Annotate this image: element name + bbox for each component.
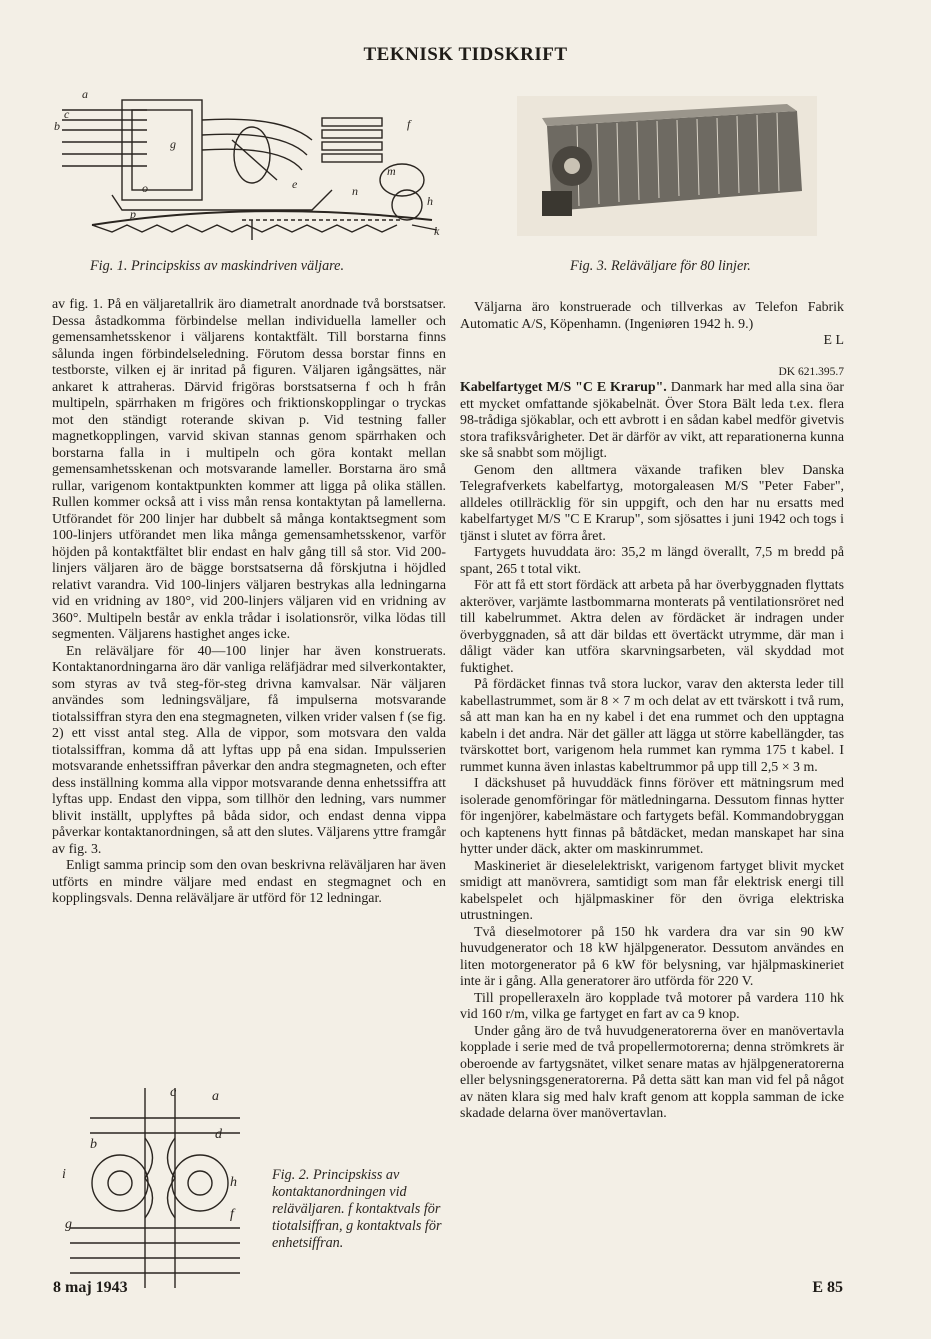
svg-text:o: o	[142, 181, 148, 195]
svg-text:g: g	[65, 1217, 72, 1232]
svg-text:p: p	[130, 207, 136, 221]
svg-text:e: e	[292, 177, 298, 191]
fig1-caption: Fig. 1. Principskiss av maskindriven väljare.	[90, 258, 345, 274]
svg-text:h: h	[230, 1175, 237, 1190]
svg-text:c: c	[170, 1085, 177, 1100]
signature: E L	[823, 333, 844, 348]
right-intro: Väljarna äro konstruerade och tillverkas av Telefon Fabrik Automatic A/S, Köpenhamn. (Ingeniøren 1942 h. 9.)	[460, 300, 844, 332]
left-paragraph-1: av fig. 1. På en väljaretallrik äro diametralt anordnade två borstsatser. Dessa åstadkomma förbindelse mellan individuella lameller och gemensamhetsskenor i väljarens kontaktfält. Till borstarna finns sålunda ingen förbindelseledning. Förutom dessa borstar finns en testborste, vilken ej är inritad på figuren. Väljaren igångsättes, när ankaret k attraheras. Därvid frigöras borstsatserna f och h från multipeln, spärrhaken m frigöres och friktionskopplingar o tryckas mot den ständigt roterande skivan p. Vid testning faller magnetkopplingen, varvid skivan stannas genom spärrhaken och borstarna falla in i multipeln och göra kontakt mellan gemensamhetsskenan och motsvarande lameller. Borstarna äro små rullar, varigenom kontaktpunkten kommer att ligga på olika ställen. Rullen kommer också att i viss mån rensa kontaktytan på lamellerna. Utförandet för 200 linjer har dubbelt så många kontaktsegment som 100-linjers utförandet men lika många gemensamhetsskenor, varför höjden på kontaktfältet blir endast en halv gång till så stor. Vid 200-linjers väljaren äro de bägge borstsatserna då förskjutna i höjdled relativt varandra. Vid 100-linjers väljaren bestrykas alla ledningarna vid en vridning av 180°, vid 200-linjers väljaren vid en vridning av 360°. Multipeln består av enkla trådar i isolationsrör, vilka lödas till segmenten. Väljarens hastighet anges icke.	[52, 297, 446, 642]
right-paragraph-5: På fördäcket finnas två stora luckor, varav den aktersta leder till kabellastrummet, som är 8 × 7 m och delat av ett tvärskott i två rum, så att man kan ha en ny kabel i det ena rummet och den upptagna kabeln i det andra. När det gäller att lägga ut större kabellängder, tas tvärskottet bort, varigenom hela rummet kan rymma 175 t kabel. I rummet kunna även inlastas kabeltrummor på upp till 2,5 × 3 m.	[460, 677, 844, 775]
dk-code: DK 621.395.7	[778, 365, 844, 378]
svg-text:h: h	[427, 194, 433, 208]
svg-text:f: f	[230, 1207, 234, 1222]
svg-text:d: d	[215, 1127, 222, 1142]
svg-text:i: i	[62, 1167, 66, 1182]
fig1-drawing	[52, 80, 448, 250]
page-number: E 85	[812, 1279, 843, 1296]
right-paragraph-1: Danmark har med alla sina öar ett mycket omfattande sjökabelnät. Över Stora Bält leda t.ex. flera 98-trådiga sjökablar, och ett avbrott i en sådan kabel medför givetvis stora trafiksvårigheter. Det är därför av vikt, att reparationerna kunna ske så snabbt som möjligt.	[460, 380, 844, 461]
right-paragraph-6: I däckshuset på huvuddäck finns föröver ett mätningsrum med isolerade genomföringar för mätledningarna. Dessutom finnas hytter för ingenjörer, kabelmästare och fartygets befäl. Kommandobryggan och kaptenens hytt finnas på båtdäcket, medan manskapet har sina hytter under däck, akter om maskinrummet.	[460, 776, 844, 857]
right-paragraph-10: Under gång äro de två huvudgeneratorerna över en manövertavla kopplade i serie med de två propellermotorerna; denna strömkrets är oberoende av fartygsnätet, vilket senare matas av hjälpgeneratorerna eller belysningsgeneratorerna. På detta sätt kan man vid fel på något av näten klara sig med halv kraft genom att koppla samman de icke skadade delarna över manövertavlan.	[460, 1023, 844, 1121]
journal-title: TEKNISK TIDSKRIFT	[363, 44, 568, 65]
fig2-caption: Fig. 2. Principskiss av kontaktanordningen vid reläväljaren. f kontaktvals för tiotalsiffran, g kontaktvals för enhetsiffran.	[272, 1167, 442, 1251]
footer-date: 8 maj 1943	[53, 1279, 128, 1296]
left-paragraph-2: En reläväljare för 40—100 linjer har även konstruerats. Kontaktanordningarna äro där vanliga reläfjädrar med silverkontakter, som styras av två steg-för-steg drivna kamvalsar. När väljaren användes som ledningsväljare, få impulserna motsvarande tiotalssiffran styra den ena stegmagneten, vilken vrider valsen f (se fig. 2) ett visst antal steg. Alla de vippor, som motsvara den valda tiotalssiffran, komma då att lyftas upp på ena sidan. Impulsserien motsvarande enhetssiffran påverkar den andra stegmagneten, och efter dess inställning komma alla vippor motsvarande denna enhetssiffra att lyftas upp. Endast den vippa, som tillhör den ledning, vars nummer blivit inställt, upplyftes på båda sidor, och endast denna vippa påverkar kontaktanordningen, så att den slutes. Väljarens yttre framgår av fig. 3.	[52, 643, 446, 857]
svg-text:b: b	[54, 119, 60, 133]
fig3-caption: Fig. 3. Reläväljare för 80 linjer.	[570, 258, 751, 274]
fig3-photo	[517, 96, 817, 236]
svg-text:n: n	[352, 184, 358, 198]
article-title: Kabelfartyget M/S "C E Krarup".	[460, 380, 667, 395]
svg-text:b: b	[90, 1137, 97, 1152]
fig2-drawing	[50, 1078, 250, 1293]
svg-text:c: c	[64, 107, 70, 121]
svg-text:a: a	[212, 1089, 219, 1104]
svg-text:f: f	[407, 117, 411, 131]
svg-text:m: m	[387, 164, 396, 178]
left-paragraph-3: Enligt samma princip som den ovan beskrivna reläväljaren har även utförts en mindre väljare med endast en stegmagnet och en kopplingsvals. Denna reläväljare är utförd för 12 ledningar.	[52, 858, 446, 906]
left-column	[52, 297, 446, 908]
right-paragraph-4: För att få ett stort fördäck att arbeta på har överbyggnaden flyttats akteröver, varjämte lastbommarna monterats på ventilationsröret ned till kabelrummet. Aktra delen av fördäcket är indragen under överbyggnaden, så att där bildas ett övertäckt utrymme, där man i dåligt väder kan utföra skarvningsarbeten, väl skyddad mot fuktighet.	[460, 578, 844, 676]
right-paragraph-3: Fartygets huvuddata äro: 35,2 m längd överallt, 7,5 m bredd på spant, 265 t total vikt.	[460, 545, 844, 577]
right-paragraph-9: Till propelleraxeln äro kopplade två motorer på vardera 110 hk vid 160 r/m, vilka ge fartyget en fart av ca 9 knop.	[460, 990, 844, 1022]
right-paragraph-7: Maskineriet är dieselelektriskt, varigenom fartyget blivit mycket smidigt att manövrera, samtidigt som man får elektrisk energi till kabelspelet och hjälpmaskiner för den övriga elektriska utrustningen.	[460, 858, 844, 923]
right-paragraph-8: Två dieselmotorer på 150 hk vardera dra var sin 90 kW huvudgenerator och 18 kW hjälpgenerator. Dessutom användes en liten motorgenerator på 6 kW för belysning, var hjälpmaskineriet inte är i gång. Alla generatorer äro utförda för 220 V.	[460, 924, 844, 989]
svg-text:k: k	[434, 224, 440, 238]
right-column	[460, 300, 844, 1123]
svg-text:g: g	[170, 137, 176, 151]
right-paragraph-2: Genom den alltmera växande trafiken blev Danska Telegrafverkets kabelfartyg, motorgaleasen M/S "Peter Faber", alldeles otillräcklig för sin uppgift, och den har nu ersatts med kabelfartyget M/S "C E Krarup", som sjösattes i juni 1942 och togs i tjänst i slutet av förra året.	[460, 462, 844, 544]
svg-text:a: a	[82, 87, 88, 101]
